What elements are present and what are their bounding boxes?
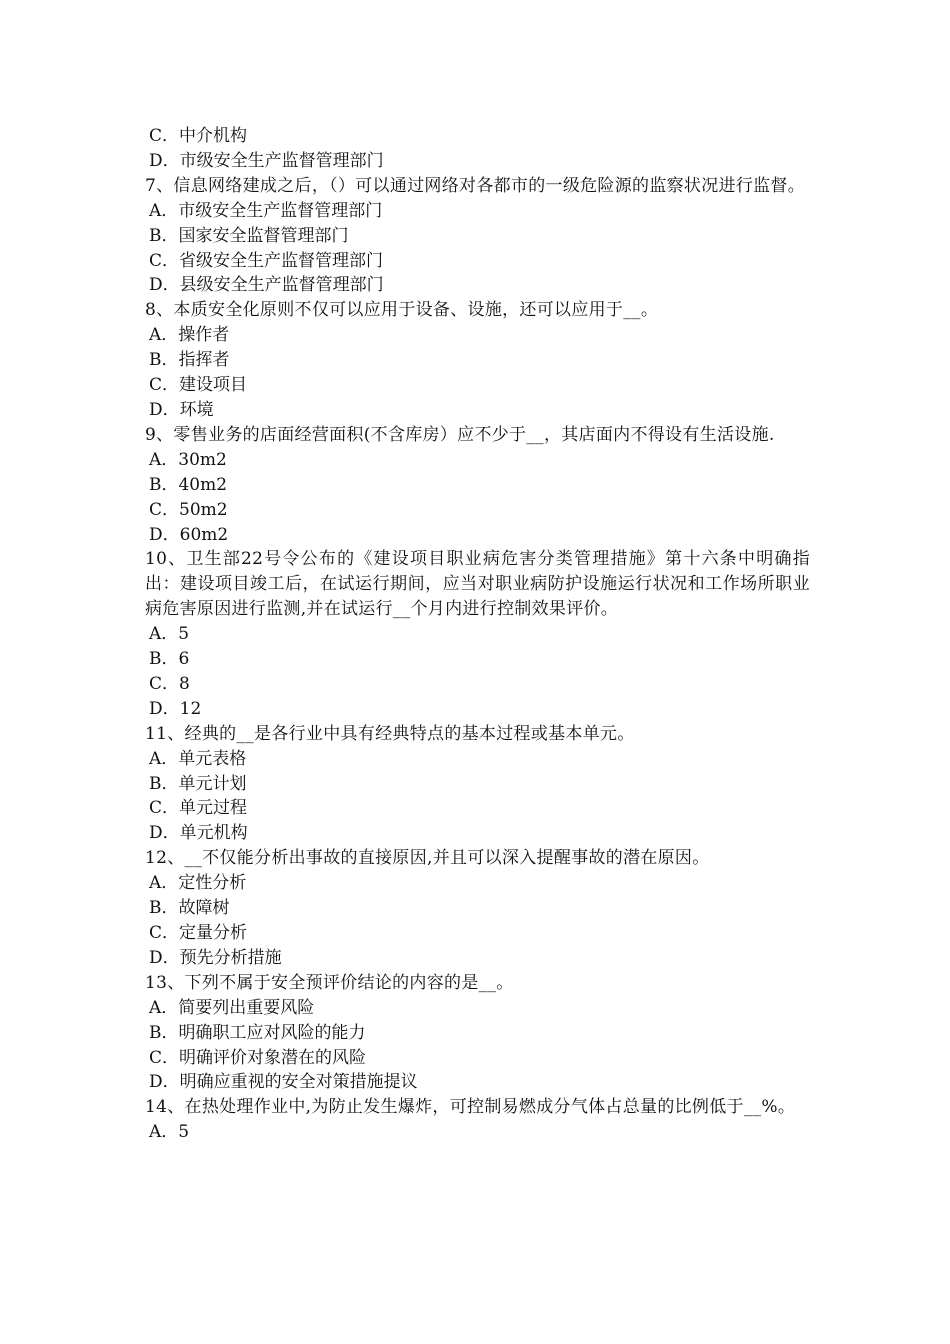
answer-option: C．明确评价对象潜在的风险 xyxy=(149,1047,367,1068)
answer-option: D．明确应重视的安全对策措施提议 xyxy=(149,1072,418,1093)
answer-option: D．12 xyxy=(149,698,202,719)
answer-option: B．40m2 xyxy=(149,474,228,495)
question-text: 13、下列不属于安全预评价结论的内容的是__。 xyxy=(145,972,514,993)
answer-option: D．单元机构 xyxy=(149,823,248,844)
answer-option: D．县级安全生产监督管理部门 xyxy=(149,275,384,296)
answer-option: A．单元表格 xyxy=(149,748,247,769)
answer-option: B．故障树 xyxy=(149,898,230,919)
answer-option: A．5 xyxy=(149,1122,190,1143)
answer-option: A．操作者 xyxy=(149,325,230,346)
answer-option: D．环境 xyxy=(149,399,214,420)
answer-option: D．60m2 xyxy=(149,524,229,545)
answer-option: A．5 xyxy=(149,624,190,645)
question-text: 7、信息网络建成之后，（）可以通过网络对各都市的一级危险源的监察状况进行监督。 xyxy=(145,175,806,196)
answer-option: D．预先分析措施 xyxy=(149,947,282,968)
document-body xyxy=(145,124,810,1145)
question-text: 8、本质安全化原则不仅可以应用于设备、设施，还可以应用于__。 xyxy=(145,300,659,321)
question-text: 12、__不仅能分析出事故的直接原因,并且可以深入提醒事故的潜在原因。 xyxy=(145,848,710,869)
answer-option: C．中介机构 xyxy=(149,126,248,146)
question-text: 14、在热处理作业中,为防止发生爆炸，可控制易燃成分气体占总量的比例低于__%。 xyxy=(145,1097,796,1118)
question-text: 9、零售业务的店面经营面积(不含库房）应不少于__，其店面内不得设有生活设施. xyxy=(145,424,775,445)
answer-option: C．省级安全生产监督管理部门 xyxy=(149,250,384,271)
question-text: 10、卫生部22号令公布的《建设项目职业病危害分类管理措施》第十六条中明确指出：建设项目竣工后，在试运行期间，应当对职业病防护设施运行状况和工作场所职业病危害原因进行监测,并在试运行__个月内进行控制效果评价。 xyxy=(145,549,810,620)
answer-option: C．单元过程 xyxy=(149,798,248,819)
answer-option: A．定性分析 xyxy=(149,873,247,894)
answer-option: C．50m2 xyxy=(149,499,228,520)
answer-option: A．简要列出重要风险 xyxy=(149,997,315,1018)
answer-option: B．单元计划 xyxy=(149,773,247,794)
answer-option: C．定量分析 xyxy=(149,923,248,943)
question-text: 11、经典的__是各行业中具有经典特点的基本过程或基本单元。 xyxy=(145,723,635,744)
answer-option: A．30m2 xyxy=(149,449,227,470)
answer-option: B．明确职工应对风险的能力 xyxy=(149,1022,366,1043)
answer-option: C．8 xyxy=(149,673,190,694)
answer-option: D．市级安全生产监督管理部门 xyxy=(149,150,384,171)
answer-option: B．指挥者 xyxy=(149,350,230,371)
answer-option: A．市级安全生产监督管理部门 xyxy=(149,200,383,221)
answer-option: B．国家安全监督管理部门 xyxy=(149,225,349,246)
answer-option: B．6 xyxy=(149,649,190,670)
answer-option: C．建设项目 xyxy=(149,375,248,396)
